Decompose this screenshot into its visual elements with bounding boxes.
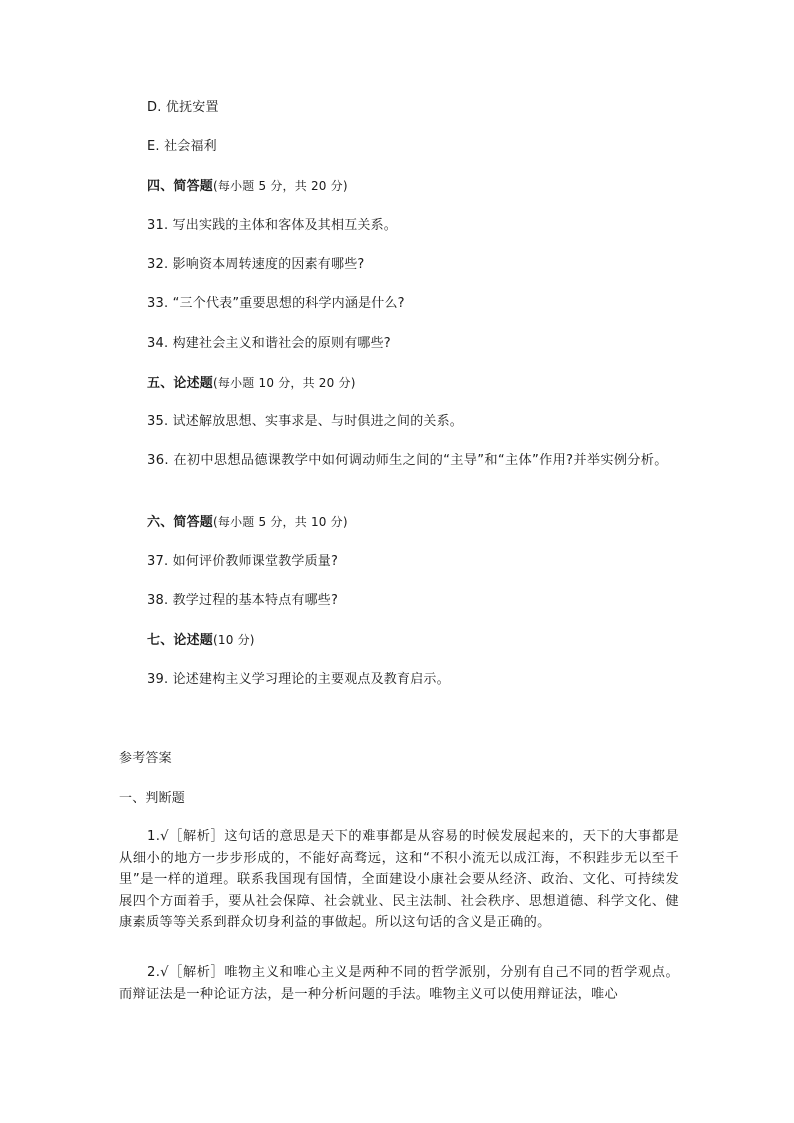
- answer-2: [119, 962, 679, 1005]
- section-note: (每小题 10 分，共 20 分): [213, 376, 356, 390]
- section-heading-4: [147, 178, 348, 195]
- question-37: 37. 如何评价教师课堂教学质量?: [147, 554, 339, 569]
- section-heading-7: [147, 632, 255, 649]
- section-heading-6: [147, 514, 348, 531]
- section-heading-5: [147, 375, 356, 392]
- option-d: D. 优抚安置: [147, 100, 219, 115]
- answers-section-1: 一、判断题: [119, 791, 186, 806]
- question-33: 33. “三个代表”重要思想的科学内涵是什么?: [147, 296, 405, 311]
- question-35: 35. 试述解放思想、实事求是、与时俱进之间的关系。: [147, 414, 464, 429]
- section-title: 六、简答题: [147, 515, 214, 530]
- answer-2-text: 2.√［解析］唯物主义和唯心主义是两种不同的哲学派别，分别有自己不同的哲学观点。而辩证法是一种论证方法，是一种分析问题的手法。唯物主义可以使用辩证法，唯心: [119, 965, 679, 1002]
- section-title: 四、简答题: [147, 179, 214, 194]
- answer-1: [119, 826, 679, 934]
- section-note: (每小题 5 分，共 10 分): [213, 515, 348, 529]
- question-31: 31. 写出实践的主体和客体及其相互关系。: [147, 218, 398, 233]
- answer-1-text: 1.√［解析］这句话的意思是天下的难事都是从容易的时候发展起来的，天下的大事都是从细小的地方一步步形成的，不能好高骛远，这和“不积小流无以成江海，不积跬步无以至千里”是一样的道理。联系我国现有国情，全面建设小康社会要从经济、政治、文化、可持续发展四个方面着手，要从社会保障、社会就业、民主法制、社会秩序、思想道德、科学文化、健康素质等等关系到群众切身利益的事做起。所以这句话的含义是正确的。: [119, 829, 679, 931]
- question-36-text: 36. 在初中思想品德课教学中如何调动师生之间的“主导”和“主体”作用?并举实例分析。: [147, 453, 668, 468]
- question-32: 32. 影响资本周转速度的因素有哪些?: [147, 257, 365, 272]
- section-note: (10 分): [213, 633, 255, 647]
- answers-title: 参考答案: [119, 751, 172, 766]
- section-note: (每小题 5 分，共 20 分): [213, 179, 348, 193]
- section-title: 七、论述题: [147, 633, 214, 648]
- question-39: 39. 论述建构主义学习理论的主要观点及教育启示。: [147, 672, 450, 687]
- question-38: 38. 教学过程的基本特点有哪些?: [147, 593, 339, 608]
- option-e: E. 社会福利: [147, 139, 217, 154]
- section-title: 五、论述题: [147, 376, 214, 391]
- question-36: [119, 450, 679, 472]
- question-34: 34. 构建社会主义和谐社会的原则有哪些?: [147, 336, 391, 351]
